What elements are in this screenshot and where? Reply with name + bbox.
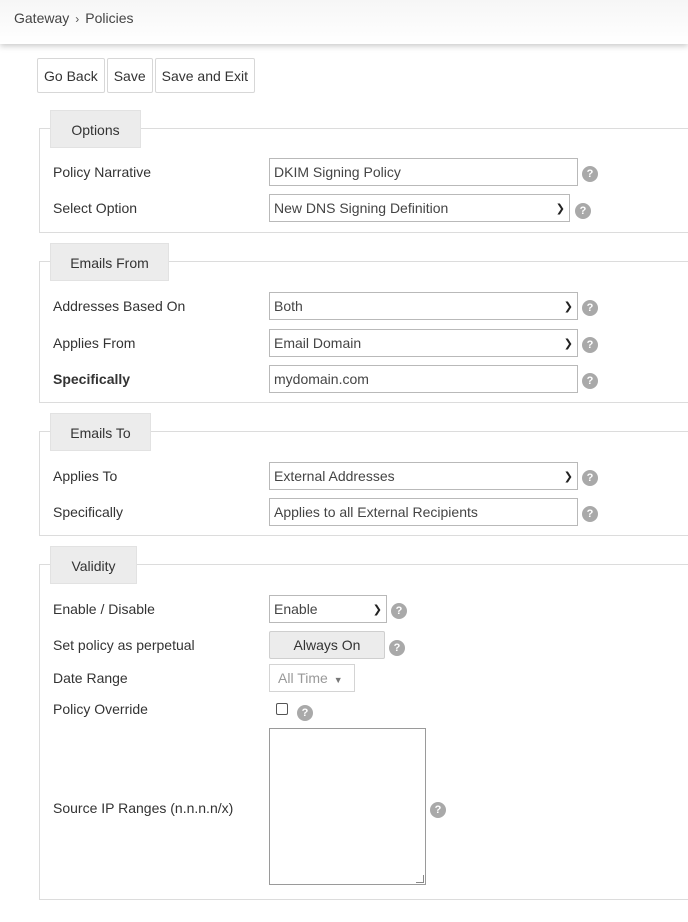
applies-from-label: Applies From bbox=[53, 335, 136, 351]
go-back-button[interactable]: Go Back bbox=[37, 58, 105, 93]
source-ip-textarea[interactable] bbox=[269, 728, 426, 885]
perpetual-label: Set policy as perpetual bbox=[53, 637, 195, 653]
addresses-based-on-dropdown[interactable] bbox=[269, 292, 578, 320]
breadcrumb-separator-icon: › bbox=[75, 12, 80, 26]
enable-disable-value: Enable bbox=[274, 601, 318, 617]
help-icon[interactable]: ? bbox=[389, 640, 405, 656]
always-on-button[interactable]: Always On bbox=[269, 631, 385, 659]
help-icon[interactable]: ? bbox=[582, 337, 598, 353]
select-option-dropdown[interactable] bbox=[269, 194, 570, 222]
select-option-label: Select Option bbox=[53, 200, 138, 216]
toolbar bbox=[37, 58, 255, 93]
validity-section bbox=[39, 558, 688, 900]
chevron-down-icon: ❯ bbox=[563, 471, 573, 483]
addresses-based-on-label: Addresses Based On bbox=[53, 298, 186, 314]
date-range-dropdown[interactable] bbox=[269, 664, 355, 692]
chevron-down-icon: ❯ bbox=[563, 338, 573, 350]
source-ip-label: Source IP Ranges (n.n.n.n/x) bbox=[53, 800, 234, 816]
save-button[interactable]: Save bbox=[107, 58, 153, 93]
addresses-based-on-value: Both bbox=[274, 298, 303, 314]
policy-override-checkbox[interactable] bbox=[276, 703, 288, 715]
breadcrumb-gateway[interactable]: Gateway bbox=[14, 10, 70, 26]
caret-down-icon: ▼ bbox=[333, 675, 343, 685]
chevron-down-icon: ❯ bbox=[563, 301, 573, 313]
applies-to-value: External Addresses bbox=[274, 468, 395, 484]
policy-narrative-input[interactable]: DKIM Signing Policy bbox=[269, 158, 578, 186]
specifically-to-input[interactable]: Applies to all External Recipients bbox=[269, 498, 578, 526]
chevron-down-icon: ❯ bbox=[555, 203, 565, 215]
date-range-value: All Time bbox=[278, 670, 328, 686]
applies-to-dropdown[interactable] bbox=[269, 462, 578, 490]
policy-override-label: Policy Override bbox=[53, 701, 148, 717]
save-and-exit-button[interactable]: Save and Exit bbox=[155, 58, 255, 93]
help-icon[interactable]: ? bbox=[582, 166, 598, 182]
date-range-label: Date Range bbox=[53, 670, 128, 686]
emails-to-section bbox=[39, 425, 688, 536]
help-icon[interactable]: ? bbox=[582, 300, 598, 316]
help-icon[interactable]: ? bbox=[575, 203, 591, 219]
options-legend: Options bbox=[50, 110, 141, 148]
enable-disable-dropdown[interactable] bbox=[269, 595, 387, 623]
enable-disable-label: Enable / Disable bbox=[53, 601, 155, 617]
emails-from-section bbox=[39, 255, 688, 403]
chevron-down-icon: ❯ bbox=[372, 604, 382, 616]
specifically-to-label: Specifically bbox=[53, 504, 124, 520]
specifically-input[interactable]: mydomain.com bbox=[269, 365, 578, 393]
help-icon[interactable]: ? bbox=[297, 705, 313, 721]
options-section bbox=[39, 122, 688, 233]
resize-handle-icon[interactable] bbox=[416, 875, 424, 883]
specifically-label: Specifically bbox=[53, 371, 131, 387]
applies-to-label: Applies To bbox=[53, 468, 118, 484]
help-icon[interactable]: ? bbox=[391, 603, 407, 619]
breadcrumb bbox=[14, 10, 134, 26]
applies-from-value: Email Domain bbox=[274, 335, 362, 351]
validity-legend: Validity bbox=[50, 546, 137, 584]
emails-from-legend: Emails From bbox=[50, 243, 169, 281]
breadcrumb-policies: Policies bbox=[85, 10, 134, 26]
applies-from-dropdown[interactable] bbox=[269, 329, 578, 357]
help-icon[interactable]: ? bbox=[582, 470, 598, 486]
help-icon[interactable]: ? bbox=[582, 373, 598, 389]
policy-narrative-label: Policy Narrative bbox=[53, 164, 152, 180]
help-icon[interactable]: ? bbox=[430, 802, 446, 818]
emails-to-legend: Emails To bbox=[50, 413, 151, 451]
select-option-value: New DNS Signing Definition bbox=[274, 200, 449, 216]
help-icon[interactable]: ? bbox=[582, 506, 598, 522]
top-bar bbox=[0, 0, 688, 44]
